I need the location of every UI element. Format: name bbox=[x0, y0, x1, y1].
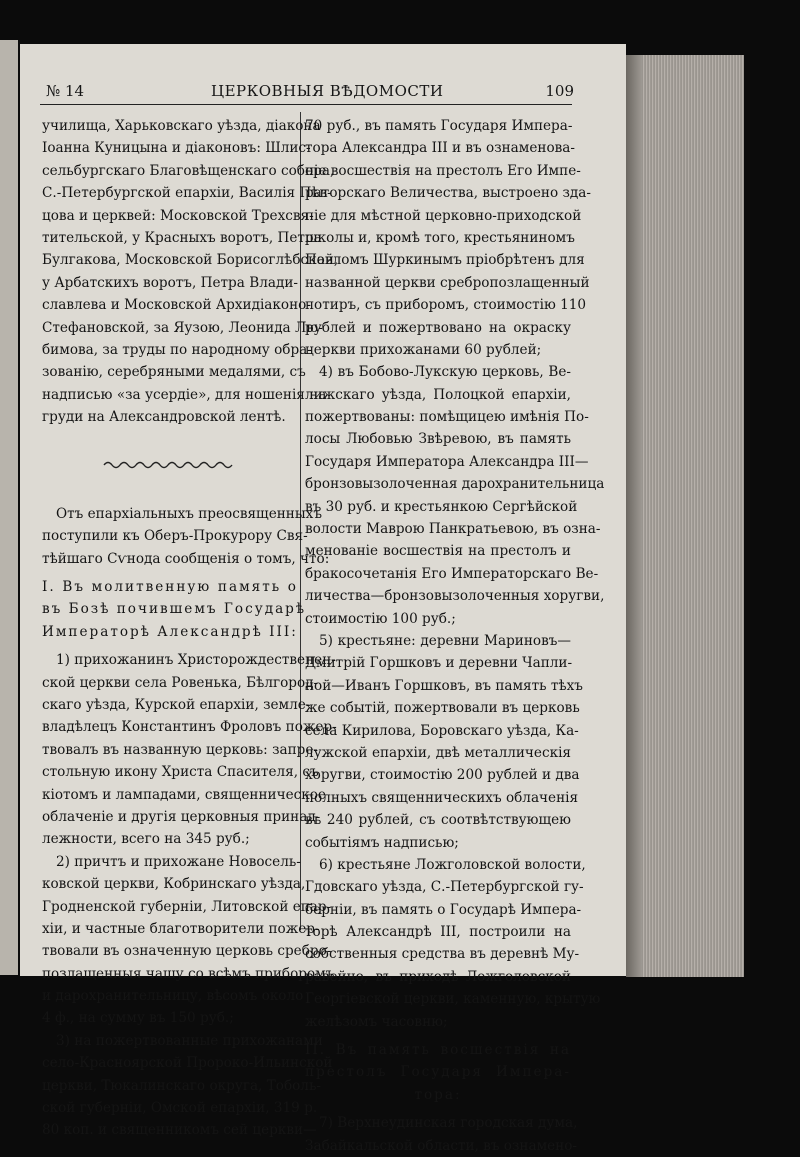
text-line: рублей и пожертвовано на окраску bbox=[305, 319, 571, 336]
text-line: въ Бозѣ почившемъ Государѣ bbox=[42, 601, 307, 618]
text-line: 3) на пожертвованные прихожанами bbox=[56, 1032, 323, 1049]
paragraph bbox=[305, 361, 605, 630]
text-line: 4) въ Бобово-Лукскую церковь, Ве- bbox=[319, 364, 571, 381]
text-line: сельбургскаго Благовѣщенскаго собора, bbox=[42, 162, 335, 179]
text-line: событіямъ надписью; bbox=[305, 834, 459, 851]
text-line: Павломъ Шуркинымъ пріобрѣтенъ для bbox=[305, 252, 585, 269]
text-line: Георгіевской церкви, каменную, крытую bbox=[305, 991, 601, 1008]
text-line: хоругви, стоимостію 200 рублей и два bbox=[305, 767, 580, 784]
text-line: менованіе восшествія на престолъ и bbox=[305, 543, 571, 560]
text-line: твовалъ въ названную церковь: запре- bbox=[42, 741, 318, 758]
text-line: ковской церкви, Кобринскаго уѣзда, bbox=[42, 876, 306, 893]
page-header bbox=[26, 82, 574, 104]
paragraph bbox=[42, 851, 335, 1030]
text-line: и дарохранительницу, вѣсомъ около bbox=[42, 988, 304, 1005]
edge-shadow bbox=[626, 55, 642, 977]
paragraph bbox=[305, 854, 601, 1033]
text-line: ной—Иванъ Горшковъ, въ память тѣхъ bbox=[305, 677, 583, 694]
text-line: тора: bbox=[414, 1086, 462, 1103]
text-line: надписью «за усердіе», для ношенія на bbox=[42, 386, 327, 403]
text-line: же событій, пожертвовали въ церковь bbox=[305, 700, 580, 717]
text-line: кіотомъ и лампадами, священническое bbox=[42, 786, 326, 803]
text-line: бракосочетанія Его Императорскаго Ве- bbox=[305, 565, 599, 582]
text-line: Отъ епархіальныхъ преосвященныхъ bbox=[56, 505, 322, 522]
text-line: стоимостію 100 руб.; bbox=[305, 610, 456, 627]
text-line: Булгакова, Московской Борисоглѣбской, bbox=[42, 252, 339, 269]
issue-number: № 14 bbox=[46, 82, 85, 100]
text-line: Дмитрій Горшковъ и деревни Чапли- bbox=[305, 655, 573, 672]
text-line: тора Александра III и въ ознаменова- bbox=[305, 140, 575, 157]
text-line: ской церкви села Ровенька, Бѣлгород- bbox=[42, 674, 319, 691]
text-line: церкви, Тюкалинскаго округа, Тоболь- bbox=[42, 1077, 321, 1094]
paragraph bbox=[305, 1112, 578, 1157]
text-line: ской губерніи, Омской епархіи, 319 р. bbox=[42, 1100, 318, 1117]
book-page-edges bbox=[626, 55, 744, 977]
paragraph bbox=[42, 1030, 333, 1142]
section-heading bbox=[42, 576, 307, 643]
text-line: Гдовскаго уѣзда, С.-Петербургской гу- bbox=[305, 879, 584, 896]
text-line: училища, Харьковскаго уѣзда, діакона bbox=[42, 118, 321, 134]
text-line: въ 240 рублей, съ соотвѣтствующею bbox=[305, 812, 571, 829]
text-line: 2) причтъ и прихожане Новосель- bbox=[56, 853, 301, 870]
text-line: названной церкви сребропозлащенный bbox=[305, 274, 590, 291]
text-line: лосы Любовью Звѣревою, въ память bbox=[305, 431, 571, 448]
header-rule bbox=[40, 104, 572, 105]
text-line: II. Въ память восшествія на bbox=[305, 1042, 571, 1059]
paragraph bbox=[42, 649, 337, 851]
text-line: село-Красноярской Пророко-Ильинской bbox=[42, 1055, 333, 1072]
text-line: 4 ф., на сумму въ 150 руб.; bbox=[42, 1010, 234, 1027]
text-line: желѣзомъ часовню; bbox=[305, 1013, 448, 1030]
text-line: Государя Императора Александра III— bbox=[305, 453, 589, 470]
text-line: цова и церквей: Московской Трехсвя- bbox=[42, 207, 314, 224]
paragraph bbox=[305, 630, 583, 854]
text-line: владѣлецъ Константинъ Фроловъ пожер- bbox=[42, 719, 337, 736]
text-line: облаченіе и другія церковныя принад- bbox=[42, 808, 321, 825]
text-line: груди на Александровской лентѣ. bbox=[42, 409, 286, 426]
text-line: поступили къ Оберъ-Прокурору Свя- bbox=[42, 528, 308, 545]
text-line: тѣйшаго Сѵнода сообщенія о томъ, что: bbox=[42, 550, 330, 567]
text-line: ніе восшествія на престолъ Его Импе- bbox=[305, 162, 581, 179]
text-line: С.-Петербургской епархіи, Василія Пѣв- bbox=[42, 185, 332, 202]
text-line: въ 30 руб. и крестьянкою Сергѣйской bbox=[305, 498, 578, 515]
text-line: торѣ Александрѣ III, построили на bbox=[305, 924, 571, 941]
text-line: 6) крестьяне Ложголовской волости, bbox=[319, 856, 586, 873]
text-line: личества—бронзовызолоченныя хоругви, bbox=[305, 588, 605, 605]
text-line: славлева и Московской Архидіаконо- bbox=[42, 297, 311, 314]
text-line: піе для мѣстной церковно-приходской bbox=[305, 207, 582, 224]
text-line: школы и, кромѣ того, крестьяниномъ bbox=[305, 229, 575, 246]
text-line: твовали въ означенную церковь сребро- bbox=[42, 943, 332, 960]
text-line: собственныя средства въ деревнѣ Му- bbox=[305, 946, 580, 963]
text-line: Императорѣ Александрѣ III: bbox=[42, 623, 298, 640]
text-line: тительской, у Красныхъ воротъ, Петра bbox=[42, 229, 322, 246]
paragraph bbox=[305, 115, 591, 361]
text-line: престолъ Государя Импера- bbox=[305, 1064, 571, 1081]
text-line: села Кирилова, Боровскаго уѣзда, Ка- bbox=[305, 722, 579, 739]
text-line: потиръ, съ приборомъ, стоимостію 110 bbox=[305, 297, 587, 314]
text-line: лежности, всего на 345 руб.; bbox=[42, 831, 250, 848]
text-line: Стефановской, за Яузою, Леонида Лю- bbox=[42, 319, 323, 336]
spacer bbox=[42, 477, 298, 503]
paragraph bbox=[42, 115, 339, 428]
text-line: полныхъ священническихъ облаченія bbox=[305, 789, 579, 806]
text-line: 70 руб., въ память Государя Импера- bbox=[305, 118, 573, 134]
text-line: Іоанна Куницына и діаконовъ: Шлис- bbox=[42, 140, 311, 157]
text-line: 1) прихожанинъ Христорождественен- bbox=[56, 652, 336, 669]
text-line: бимова, за труды по народному обра- bbox=[42, 341, 312, 358]
text-line: 5) крестьяне: деревни Мариновъ— bbox=[319, 632, 571, 649]
text-line: хіи, и частные благотворители пожер- bbox=[42, 920, 320, 937]
page-number: 109 bbox=[545, 82, 574, 100]
text-line: пожертвованы: помѣщицею имѣнія По- bbox=[305, 409, 589, 426]
text-line: лижскаго уѣзда, Полоцкой епархіи, bbox=[305, 386, 571, 403]
text-line: Гродненской губерніи, Литовской епар- bbox=[42, 898, 332, 915]
text-line: волости Маврою Панкратьевою, въ озна- bbox=[305, 521, 601, 538]
right-column bbox=[305, 115, 605, 1157]
text-line: берніи, въ память о Государѣ Импера- bbox=[305, 901, 582, 918]
text-line: 7) Верхнеудинская городская дума, bbox=[319, 1115, 578, 1132]
paragraph bbox=[42, 503, 330, 570]
text-line: Забайкальской области, въ ознамено- bbox=[305, 1137, 578, 1154]
left-column bbox=[42, 115, 339, 1142]
text-line: лужской епархіи, двѣ металлическія bbox=[305, 744, 571, 761]
text-line: зованію, серебряными медалями, съ bbox=[42, 364, 306, 381]
spacer bbox=[42, 428, 298, 454]
journal-title: ЦЕРКОВНЫЯ ВѢДОМОСТИ bbox=[211, 82, 444, 100]
ornament-divider bbox=[42, 454, 298, 476]
wavy-ornament-icon bbox=[104, 460, 234, 470]
text-line: равейно, въ приходѣ Ложголовской bbox=[305, 968, 571, 985]
text-line: стольную икону Христа Спасителя, съ bbox=[42, 764, 319, 781]
section-heading bbox=[305, 1039, 571, 1106]
left-page-edge bbox=[0, 40, 18, 975]
text-line: позлащенныя чашу со всѣмъ приборомъ bbox=[42, 965, 335, 982]
text-line: церкви прихожанами 60 рублей; bbox=[305, 341, 542, 358]
text-line: раторскаго Величества, выстроено зда- bbox=[305, 185, 591, 202]
text-line: I. Въ молитвенную память о bbox=[42, 579, 298, 596]
text-line: у Арбатскихъ воротъ, Петра Влади- bbox=[42, 274, 298, 291]
text-line: 80 коп. и священникомъ сей церкви— bbox=[42, 1122, 317, 1139]
text-line: бронзовызолоченная дарохранительница bbox=[305, 476, 605, 493]
text-line: скаго уѣзда, Курской епархіи, земле- bbox=[42, 696, 311, 713]
